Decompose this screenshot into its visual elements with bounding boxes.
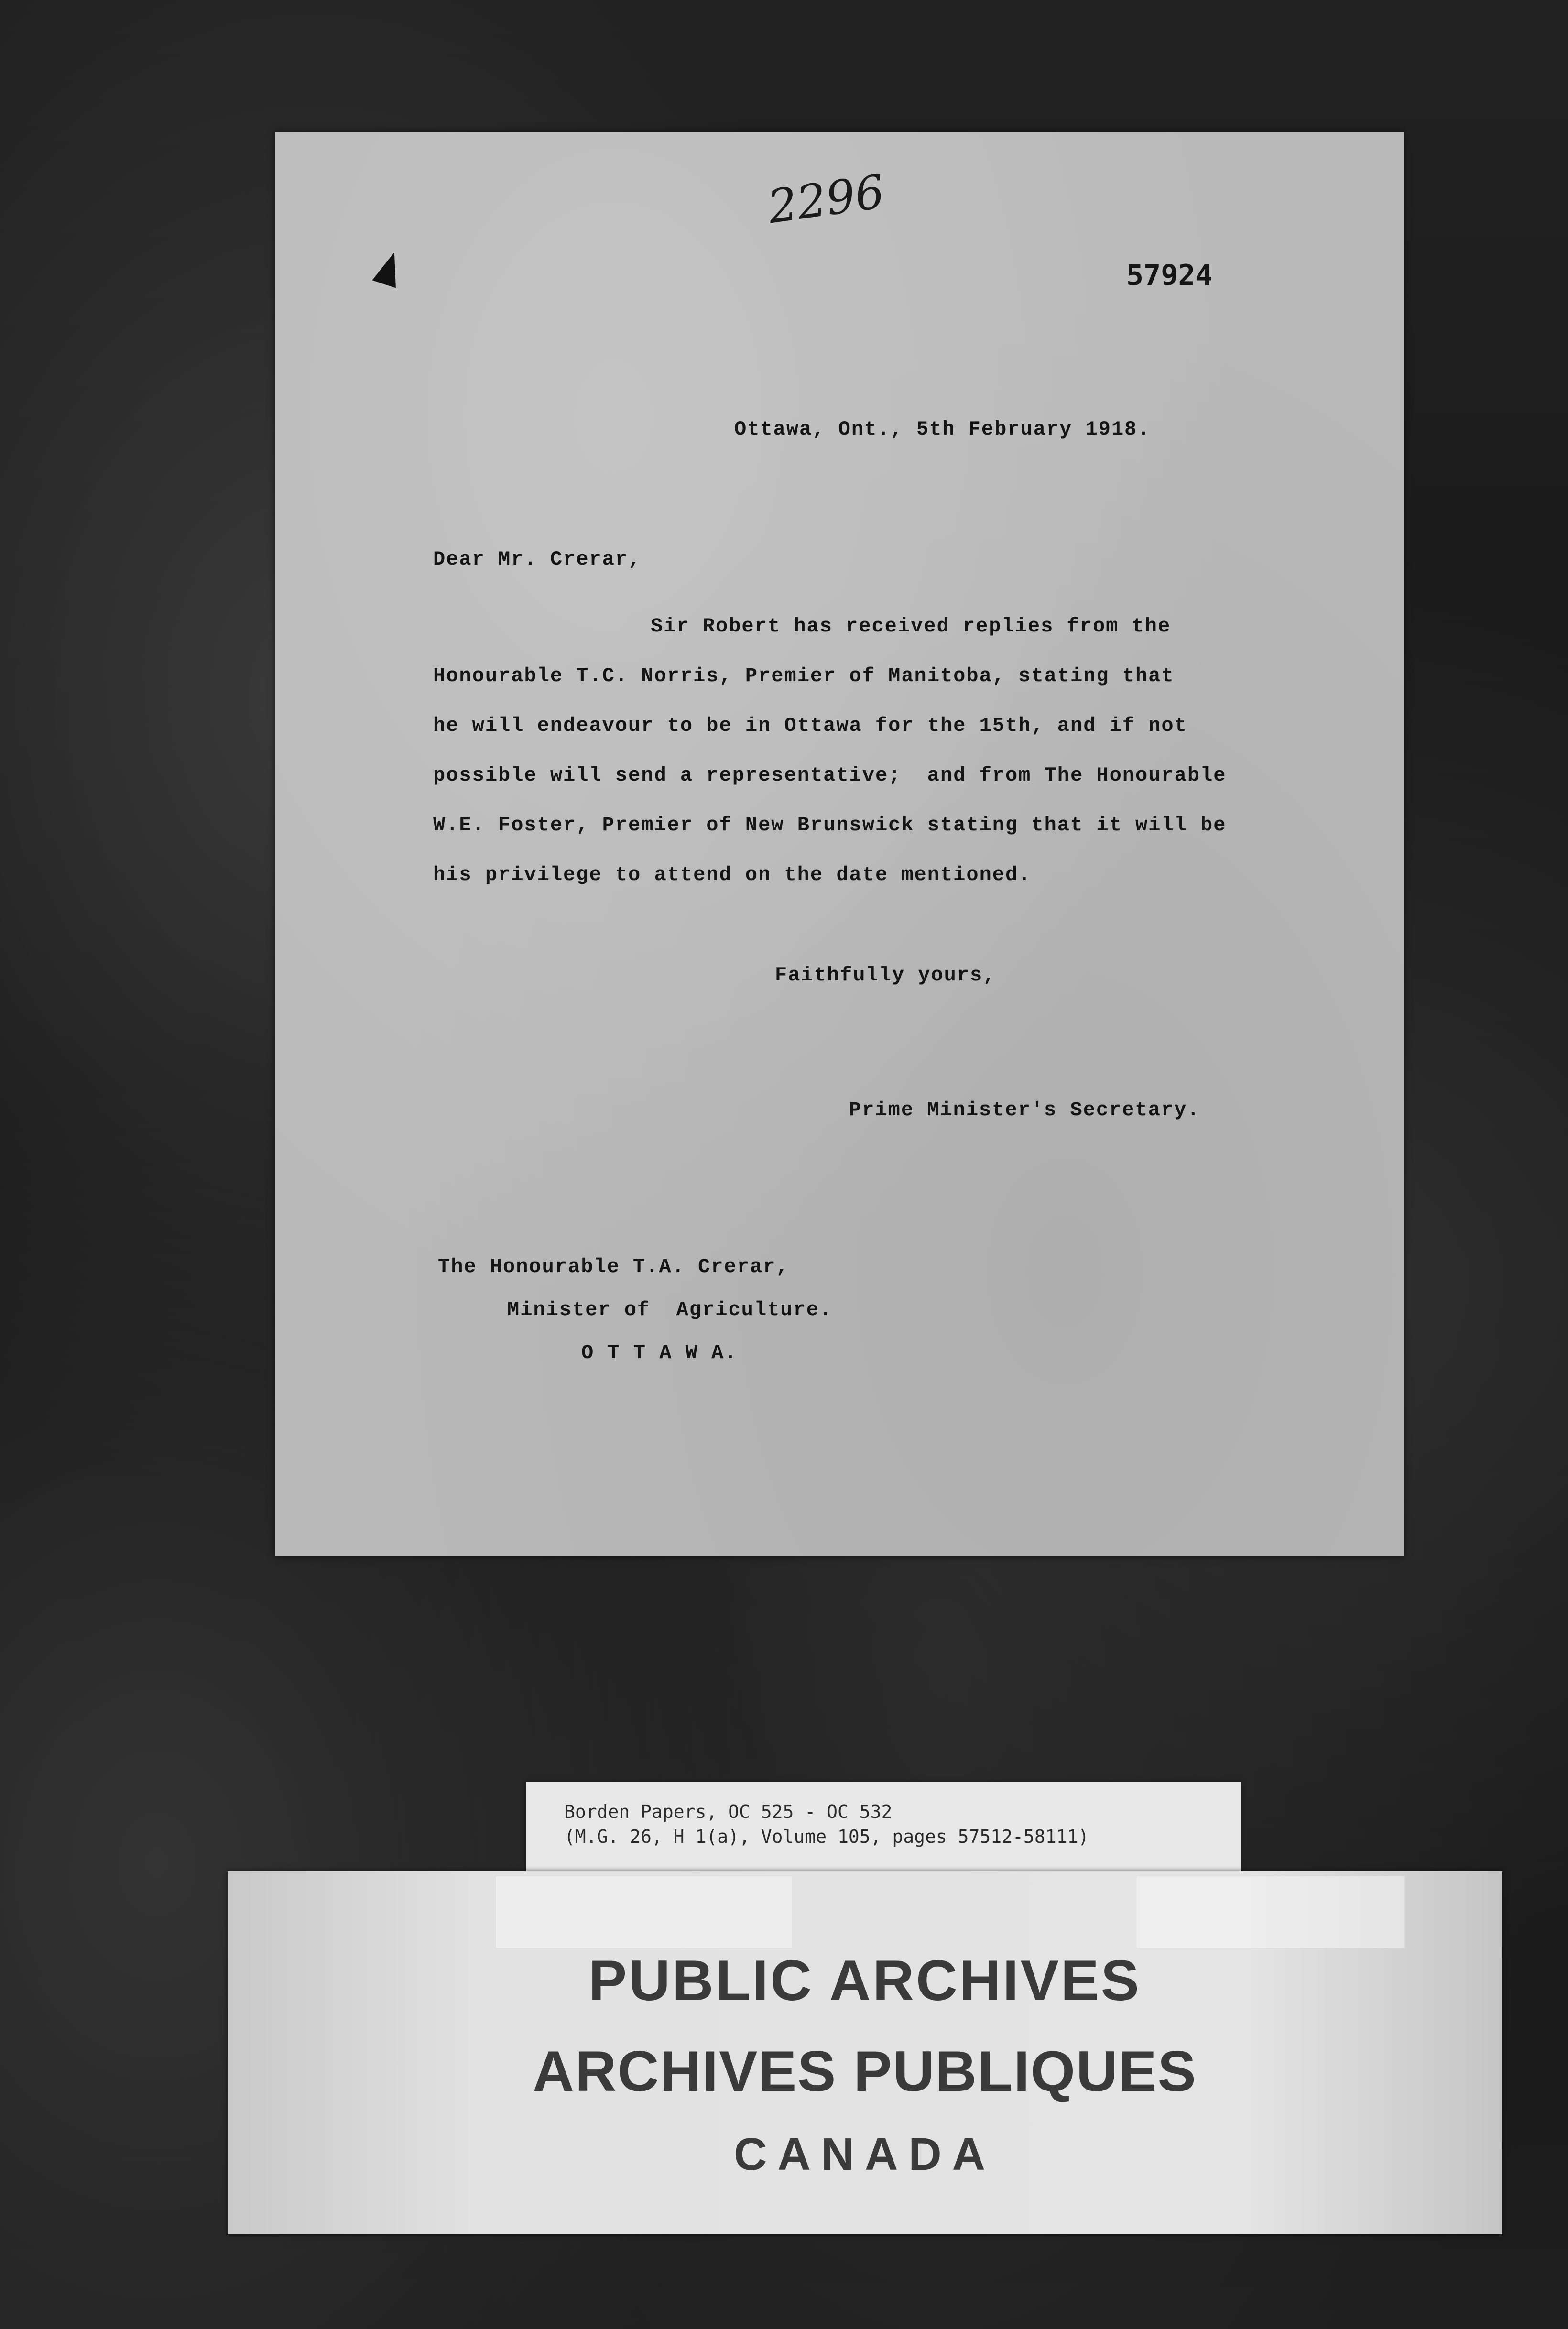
signature-title: Prime Minister's Secretary. [849, 1099, 1200, 1121]
reference-line-1: Borden Papers, OC 525 - OC 532 [564, 1801, 893, 1822]
salutation: Dear Mr. Crerar, [433, 548, 642, 571]
body-line-3: he will endeavour to be in Ottawa for the 15th, and if not [433, 714, 1187, 737]
reference-line-2: (M.G. 26, H 1(a), Volume 105, pages 57512-58111) [564, 1826, 1089, 1847]
addressee-name: The Honourable T.A. Crerar, [438, 1255, 789, 1278]
label-country: CANADA [734, 2129, 996, 2180]
handwritten-number: 2296 [764, 164, 888, 234]
addressee-title: Minister of Agriculture. [507, 1298, 833, 1321]
addressee-city: O T T A W A. [581, 1341, 738, 1364]
body-line-5: W.E. Foster, Premier of New Brunswick stating that it will be [433, 814, 1227, 837]
letter-sheet [275, 132, 1404, 1556]
body-line-2: Honourable T.C. Norris, Premier of Manitoba, stating that [433, 664, 1175, 687]
body-line-4: possible will send a representative; and from The Honourable [433, 764, 1227, 787]
body-line-1: Sir Robert has received replies from the [651, 615, 1171, 638]
archive-reference-slip [526, 1782, 1241, 1883]
label-english: PUBLIC ARCHIVES [588, 1948, 1141, 2013]
body-line-6: his privilege to attend on the date mentioned. [433, 863, 1032, 886]
tape-strip [495, 1876, 793, 1948]
tape-strip [1136, 1876, 1405, 1948]
closing: Faithfully yours, [775, 964, 996, 987]
place-date: Ottawa, Ont., 5th February 1918. [734, 418, 1151, 441]
public-archives-label [228, 1871, 1502, 2234]
document-number: 57924 [1126, 259, 1213, 292]
corner-tab-mark [372, 249, 406, 288]
label-french: ARCHIVES PUBLIQUES [533, 2039, 1197, 2103]
